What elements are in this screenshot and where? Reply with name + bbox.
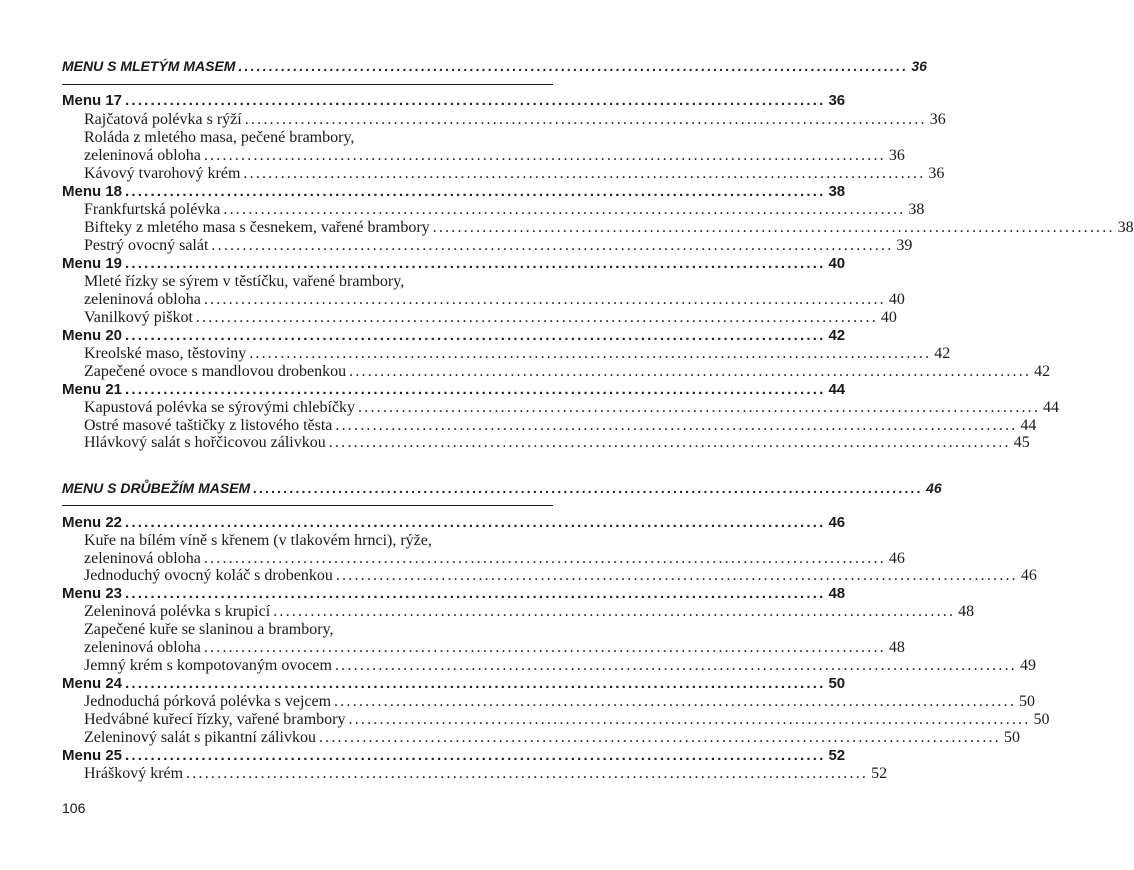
toc-item: Zapečené ovoce s mandlovou drobenkou .............................................................................................................. 42 <box>84 363 1051 380</box>
toc-item: Jemný krém s kompotovaným ovocem .............................................................................................................. 49 <box>84 657 1036 674</box>
section-title: MENU S DRŮBEŽÍM MASEM <box>62 480 251 496</box>
toc-item: Rajčatová polévka s rýží .............................................................................................................. 36 <box>84 111 946 128</box>
toc-item-line: Roláda z mletého masa, pečené brambory, <box>84 129 355 146</box>
separator-line <box>62 505 553 506</box>
toc-item: Kreolské maso, těstoviny .............................................................................................................. 42 <box>84 345 951 362</box>
leader-dots: .............................................................................................................. <box>238 58 909 74</box>
toc-item: Ostré masové taštičky z listového těsta .............................................................................................................. 44 <box>84 417 1037 434</box>
toc-menu-entry: Menu 25 .............................................................................................................. 52 <box>62 747 846 764</box>
section-heading <box>62 479 942 497</box>
toc-item: Hráškový krém .............................................................................................................. 52 <box>84 765 888 782</box>
toc-menu-entry: Menu 20 .............................................................................................................. 42 <box>62 327 846 344</box>
toc-item: Frankfurtská polévka .............................................................................................................. 38 <box>84 201 925 218</box>
toc-item: Bifteky z mletého masa s česnekem, vařené brambory .............................................................................................................. 38 <box>84 219 1134 236</box>
toc-item-line: Mleté řízky se sýrem v těstíčku, vařené brambory, <box>84 273 405 290</box>
toc-item: zeleninová obloha .............................................................................................................. 36 <box>84 147 905 164</box>
page-number: 106 <box>62 800 86 816</box>
toc-item: Hedvábné kuřecí řízky, vařené brambory .............................................................................................................. 50 <box>84 711 1050 728</box>
toc-menu-entry: Menu 19 .............................................................................................................. 40 <box>62 255 846 272</box>
toc-menu-entry: Menu 22 .............................................................................................................. 46 <box>62 514 846 531</box>
toc-item: Jednoduchý ovocný koláč s drobenkou .............................................................................................................. 46 <box>84 567 1037 584</box>
toc-item: zeleninová obloha .............................................................................................................. 40 <box>84 291 905 308</box>
toc-item: zeleninová obloha .............................................................................................................. 48 <box>84 639 905 656</box>
toc-menu-entry: Menu 18 .............................................................................................................. 38 <box>62 183 846 200</box>
toc-item: Vanilkový piškot .............................................................................................................. 40 <box>84 309 897 326</box>
section-page: 36 <box>911 58 927 74</box>
toc-menu-entry: Menu 21 .............................................................................................................. 44 <box>62 381 846 398</box>
toc-item-line: Zapečené kuře se slaninou a brambory, <box>84 621 334 638</box>
toc-menu-entry: Menu 23 .............................................................................................................. 48 <box>62 585 846 602</box>
toc-item: Kávový tvarohový krém .............................................................................................................. 36 <box>84 165 945 182</box>
toc-item: zeleninová obloha .............................................................................................................. 46 <box>84 550 905 567</box>
toc-item-line: Kuře na bílém víně s křenem (v tlakovém hrnci), rýže, <box>84 532 432 549</box>
leader-dots: .............................................................................................................. <box>253 480 924 496</box>
separator-line <box>62 84 553 85</box>
section-heading <box>62 57 927 75</box>
toc-item: Zeleninový salát s pikantní zálivkou .............................................................................................................. 50 <box>84 729 1020 746</box>
toc-item: Kapustová polévka se sýrovými chlebíčky .............................................................................................................. 44 <box>84 399 1060 416</box>
section-title: MENU S MLETÝM MASEM <box>62 58 236 74</box>
toc-item: Pestrý ovocný salát .............................................................................................................. 39 <box>84 237 913 254</box>
toc-item: Hlávkový salát s hořčicovou zálivkou .............................................................................................................. 45 <box>84 434 1030 451</box>
toc-item: Zeleninová polévka s krupicí .............................................................................................................. 48 <box>84 603 975 620</box>
section-page: 46 <box>926 480 942 496</box>
toc-menu-entry: Menu 17 .............................................................................................................. 36 <box>62 92 846 109</box>
toc-menu-entry: Menu 24 .............................................................................................................. 50 <box>62 675 846 692</box>
toc-item: Jednoduchá pórková polévka s vejcem .............................................................................................................. 50 <box>84 693 1036 710</box>
